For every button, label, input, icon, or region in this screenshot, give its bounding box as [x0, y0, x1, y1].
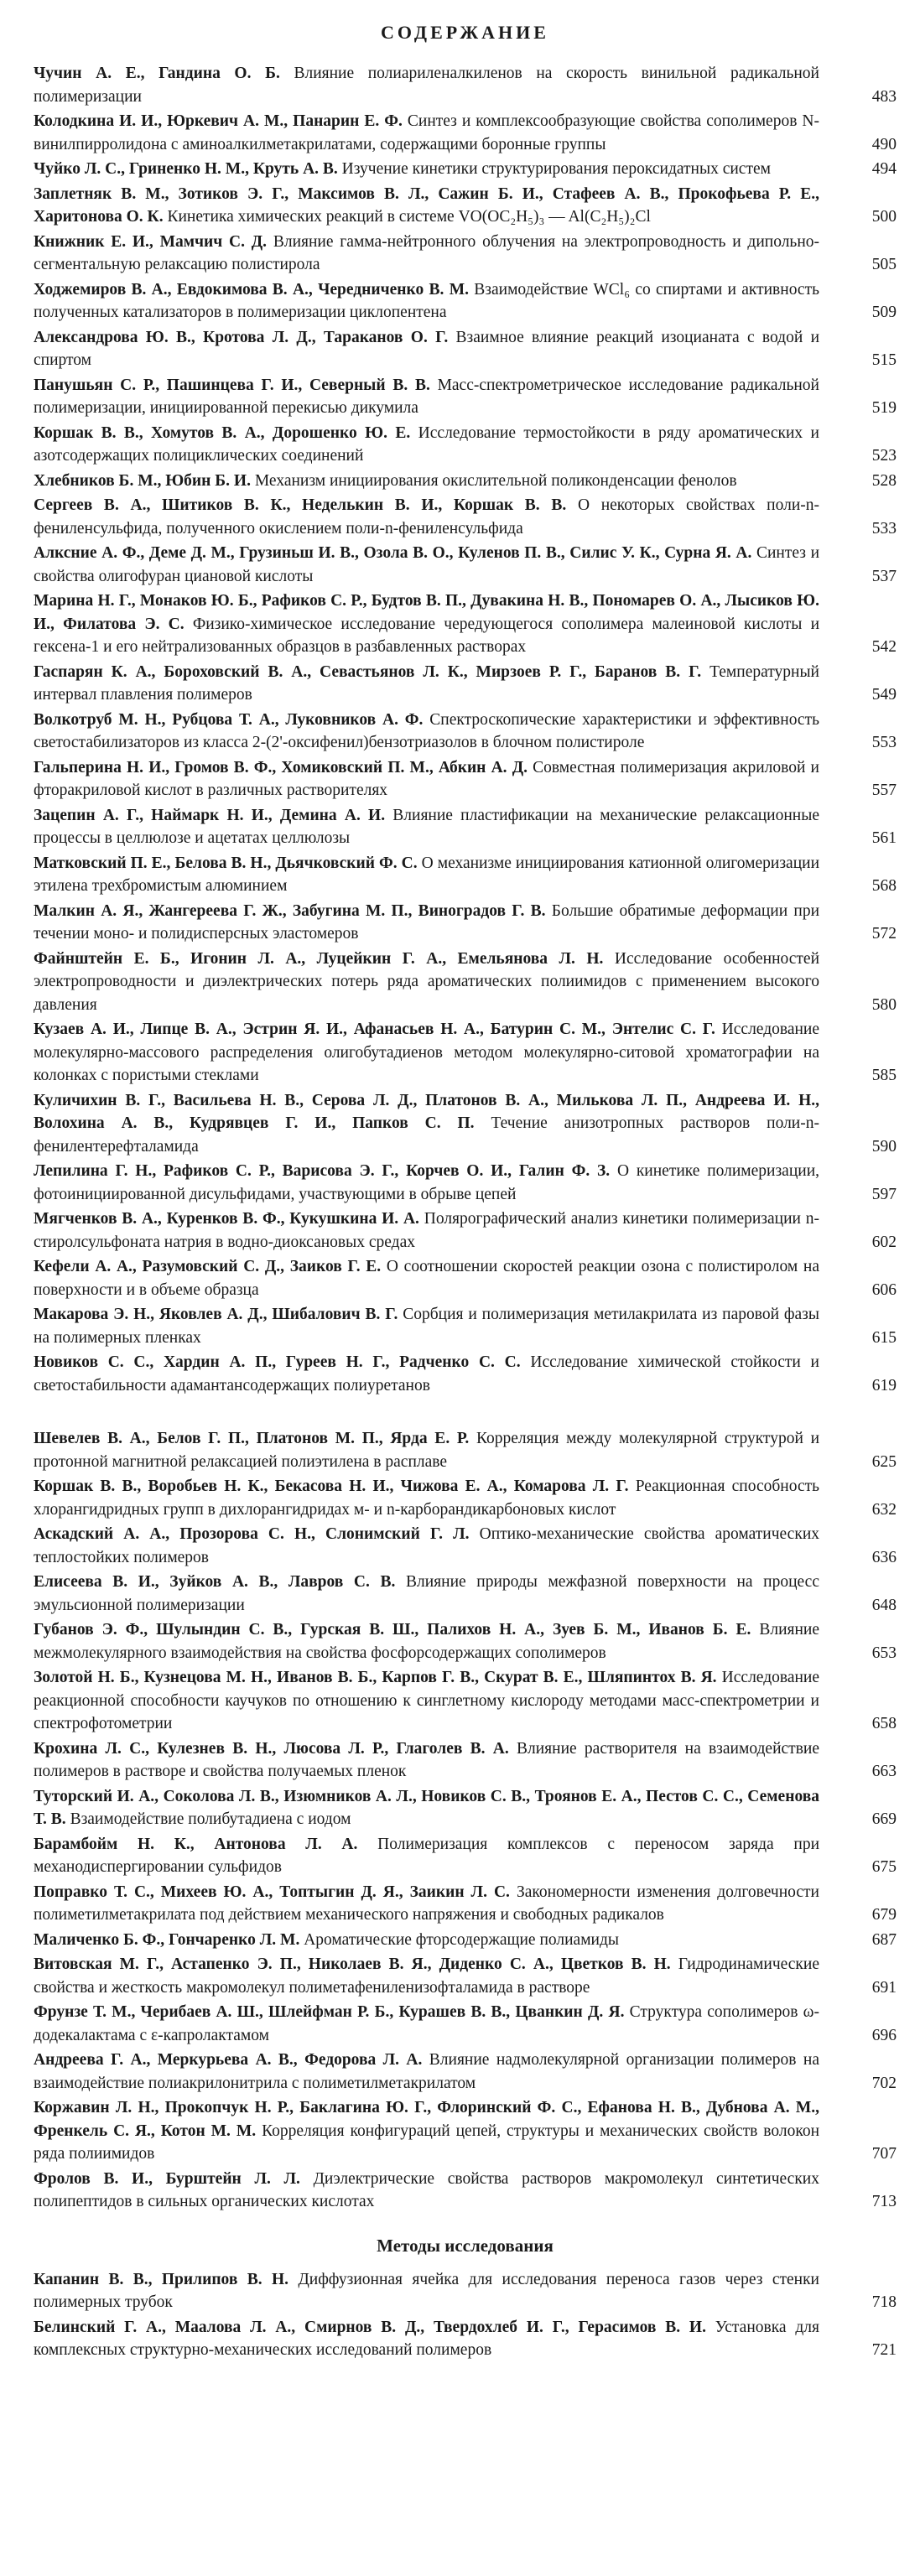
entry-title: Закономерности изменения долговечности полиметилметакрилата под действием механического напряжения и свободных радикалов — [34, 1883, 819, 1924]
entry-title: Реакционная способность хлорангидридных групп в дихлорангидридах м- и n-карборандикарбоновых кислот — [34, 1478, 820, 1519]
entry-page-number: 632 — [871, 1500, 897, 1519]
entry-page-number: 696 — [871, 2026, 897, 2044]
entry-page-number: 537 — [871, 567, 897, 585]
entry-authors: Фрунзе Т. М., Черибаев А. Ш., Шлейфман Р. Б., Курашев В. В., Цванкин Д. Я. — [34, 2003, 625, 2021]
entry-title: Влияние гамма-нейтронного облучения на электропроводность и дипольно-сегментальную релаксацию полистирола — [34, 232, 820, 273]
entry-title: Исследование термостойкости в ряду ароматических и азотсодержащих полициклических соединений — [34, 423, 819, 465]
entry-page-number: 658 — [871, 1715, 897, 1732]
entry-title: Исследование реакционной способности каучуков по отношению к синглетному кислороду методами масс-спектрометрии и спектрофотометрии — [34, 1669, 819, 1732]
entry-title: Влияние полиариленалкиленов на скорость винильной радикальной полимеризации — [34, 65, 819, 106]
entry-title: Оптико-механические свойства ароматических теплостойких полимеров — [34, 1525, 819, 1566]
entry-title: Исследование химической стойкости и светостабильности адамантансодержащих полиуретанов — [34, 1353, 819, 1394]
entry-authors: Марина Н. Г., Монаков Ю. Б., Рафиков С. Р., Будтов В. П., Дувакина Н. В., Пономарев О. А., Лысиков Ю. И., Филатова Э. С. — [34, 592, 819, 633]
contents-entry — [34, 1255, 897, 1301]
entry-page-number: 561 — [871, 829, 897, 847]
entry-authors: Витовская М. Г., Астапенко Э. П., Николаев В. Я., Диденко С. А., Цветков В. Н. — [34, 1955, 671, 1973]
contents-list-main — [34, 62, 897, 1397]
entry-page-number: 675 — [871, 1858, 897, 1876]
entry-page-number: 483 — [871, 87, 897, 106]
entry-authors: Ходжемиров В. А., Евдокимова В. А., Чередниченко В. М. — [34, 280, 469, 299]
entry-title: Влияние растворителя на взаимодействие полимеров в растворе и свойства получаемых пленок — [34, 1739, 819, 1780]
entry-authors: Золотой Н. Б., Кузнецова М. Н., Иванов В. Б., Карпов Г. В., Скурат В. Е., Шляпинтох В. Я. — [34, 1669, 717, 1686]
entry-title: Сорбция и полимеризация метилакрилата из паровой фазы на полимерных пленках — [34, 1306, 819, 1347]
entry-title: Установка для комплексных структурно-механических исследований полимеров — [34, 2318, 819, 2359]
contents-entry — [34, 1427, 897, 1473]
contents-entry — [34, 1881, 897, 1927]
entry-title: Температурный интервал плавления полимеров — [34, 662, 819, 704]
contents-entry — [34, 2168, 897, 2214]
contents-entry — [34, 1018, 897, 1088]
contents-entry — [34, 1929, 897, 1952]
entry-title: О кинетике полимеризации, фотоинициированной дисульфидами, участвующими в обрыве цепей — [34, 1162, 820, 1203]
contents-entry — [34, 661, 897, 707]
entry-authors: Гаспарян К. А., Бороховский В. А., Севастьянов Л. К., Мирзоев Р. Г., Баранов В. Г. — [34, 662, 702, 681]
entry-page-number: 509 — [871, 304, 897, 321]
entry-authors: Аскадский А. А., Прозорова С. Н., Слонимский Г. Л. — [34, 1525, 470, 1543]
entry-page-number: 653 — [871, 1644, 897, 1662]
entry-title: Полимеризация комплексов с переносом заряда при механодиспергировании сульфидов — [34, 1835, 820, 1876]
contents-entry — [34, 2268, 897, 2314]
contents-entry — [34, 62, 897, 108]
entry-authors: Книжник Е. И., Мамчич С. Д. — [34, 232, 268, 251]
entry-authors: Елисеева В. И., Зуйков А. В., Лавров С. В. — [34, 1573, 396, 1591]
contents-entry — [34, 709, 897, 755]
entry-title: Влияние пластификации на механические релаксационные процессы в целлюлозе и ацетатах целлюлозы — [34, 806, 819, 847]
entry-authors: Заплетняк В. М., Зотиков Э. Г., Максимов В. Л., Сажин Б. И., Стафеев А. В., Прокофьева Р. Е., Харитонова О. К. — [34, 184, 819, 226]
contents-entry — [34, 1571, 897, 1617]
contents-list-methods — [34, 2268, 897, 2362]
entry-page-number: 519 — [871, 399, 897, 417]
entry-authors: Матковский П. Е., Белова В. Н., Дьячковский Ф. С. — [34, 854, 418, 872]
entry-authors: Крохина Л. С., Кулезнев В. Н., Люсова Л. Р., Глаголев В. А. — [34, 1739, 509, 1758]
entry-title: Синтез и свойства олигофуран циановой кислоты — [34, 544, 820, 585]
entry-page-number: 602 — [871, 1233, 897, 1251]
entry-page-number: 721 — [871, 2341, 897, 2359]
contents-entry — [34, 374, 897, 420]
entry-title: Взаимодействие WCl₆ со спиртами и активность полученных катализаторов в полимеризации циклопентена — [34, 280, 820, 321]
entry-title: Исследование особенностей электропроводности и диэлектрических потерь ряда ароматических полиимидов с применением высокого давления — [34, 949, 820, 1014]
contents-entry — [34, 422, 897, 468]
entry-title: Течение анизотропных растворов поли-n-фенилентерефталамида — [34, 1114, 819, 1156]
entry-page-number: 585 — [871, 1067, 897, 1084]
contents-entry — [34, 1351, 897, 1397]
contents-entry — [34, 1833, 897, 1879]
entry-authors: Поправко Т. С., Михеев Ю. А., Топтыгин Д. Я., Заикин Л. С. — [34, 1883, 510, 1901]
entry-page-number: 500 — [871, 208, 897, 226]
contents-entry — [34, 1475, 897, 1521]
contents-entry — [34, 804, 897, 850]
contents-entry — [34, 542, 897, 588]
entry-page-number: 687 — [871, 1930, 897, 1949]
entry-title: Структура сополимеров ω-додекалактама с ε-капролактамом — [34, 2003, 820, 2044]
entry-authors: Волкотруб М. Н., Рубцова Т. А., Луковников А. Ф. — [34, 710, 424, 729]
contents-entry — [34, 589, 897, 659]
entry-authors: Барамбойм Н. К., Антонова Л. А. — [34, 1835, 358, 1853]
entry-title: Корреляция между молекулярной структурой и протонной магнитной релаксацией полиэтилена в расплаве — [34, 1430, 820, 1471]
entry-title: Физико-химическое исследование чередующегося сополимера малеиновой кислоты и гексена-1 и его нейтрализованных образцов в разбавленных растворах — [34, 615, 820, 656]
entry-page-number: 679 — [871, 1906, 897, 1924]
entry-title: Диэлектрические свойства растворов макромолекул синтетических полипептидов в сильных органических кислотах — [34, 2169, 819, 2210]
entry-title: Кинетика химических реакций в системе VO(OC₂H₅)₃ — Al(C₂H₅)₂Cl — [167, 208, 651, 226]
entry-page-number: 718 — [871, 2293, 897, 2311]
entry-authors: Панушьян С. Р., Пашинцева Г. И., Северный В. В. — [34, 376, 430, 394]
entry-authors: Коршак В. В., Хомутов В. А., Дорошенко Ю. Е. — [34, 423, 411, 442]
entry-authors: Алксние А. Ф., Деме Д. М., Грузиньш И. В., Озола В. О., Куленов П. В., Силис У. К., Сурна Я. А. — [34, 544, 752, 562]
entry-page-number: 568 — [871, 877, 897, 895]
entry-authors: Губанов Э. Ф., Шулындин С. В., Гурская В. Ш., Палихов Н. А., Зуев Б. М., Иванов Б. Е. — [34, 1621, 751, 1639]
contents-entry — [34, 470, 897, 493]
entry-authors: Чуйко Л. С., Гриненко Н. М., Круть А. В. — [34, 160, 338, 178]
entry-title: Спектроскопические характеристики и эффективность светостабилизаторов из класса 2-(2'-оксифенил)бензотриазолов в блочном полистироле — [34, 710, 819, 751]
entry-page-number: 515 — [871, 351, 897, 369]
entry-page-number: 533 — [871, 519, 897, 538]
entry-authors: Зацепин А. Г., Наймарк Н. И., Демина А. И. — [34, 806, 386, 824]
contents-entry — [34, 158, 897, 181]
entry-authors: Шевелев В. А., Белов Г. П., Платонов М. П., Ярда Е. Р. — [34, 1430, 470, 1447]
contents-entry — [34, 1089, 897, 1159]
entry-title: Взаимодействие полибутадиена с иодом — [70, 1810, 351, 1828]
contents-entry — [34, 2049, 897, 2095]
contents-entry — [34, 1523, 897, 1569]
entry-authors: Малкин А. Я., Жангереева Г. Ж., Забугина М. П., Виноградов Г. В. — [34, 901, 546, 920]
entry-page-number: 542 — [871, 638, 897, 656]
entry-page-number: 619 — [871, 1376, 897, 1394]
entry-title: Гидродинамические свойства и жесткость макромолекул полиметафениленизофталамида в растворе — [34, 1955, 819, 1997]
contents-entry — [34, 110, 897, 156]
contents-entry — [34, 2316, 897, 2362]
contents-entry — [34, 1303, 897, 1349]
contents-entry — [34, 900, 897, 946]
entry-page-number: 669 — [871, 1810, 897, 1828]
entry-authors: Александрова Ю. В., Кротова Л. Д., Тараканов О. Г. — [34, 328, 449, 346]
entry-authors: Колодкина И. И., Юркевич А. М., Панарин Е. Ф. — [34, 112, 403, 130]
entry-authors: Кефели А. А., Разумовский С. Д., Заиков Г. Е. — [34, 1258, 382, 1275]
contents-entry — [34, 1160, 897, 1206]
entry-title: Большие обратимые деформации при течении моно- и полидисперсных эластомеров — [34, 901, 820, 943]
entry-page-number: 713 — [871, 2193, 897, 2210]
entry-page-number: 707 — [871, 2145, 897, 2163]
entry-title: О механизме инициирования катионной олигомеризации этилена трехбромистым алюминием — [34, 854, 820, 895]
contents-entry — [34, 948, 897, 1017]
entry-authors: Коржавин Л. Н., Прокопчук Н. Р., Баклагина Ю. Г., Флоринский Ф. С., Ефанова Н. В., Дубнова А. М., Френкель С. Я., Котон М. М. — [34, 2099, 819, 2140]
entry-authors: Кузаев А. И., Липце В. А., Эстрин Я. И., Афанасьев Н. А., Батурин С. М., Энтелис С. Г. — [34, 1021, 715, 1038]
entry-authors: Маличенко Б. Ф., Гончаренко Л. М. — [34, 1930, 300, 1949]
entry-authors: Туторский И. А., Соколова Л. В., Изюмников А. Л., Новиков С. В., Троянов Е. А., Пестов С. С., Семенова Т. В. — [34, 1787, 819, 1828]
entry-title: О некоторых свойствах поли-n-фениленсульфида, полученного окислением поли-n-фениленсульфида — [34, 496, 820, 538]
entry-authors: Хлебников Б. М., Юбин Б. И. — [34, 471, 251, 490]
entry-page-number: 590 — [871, 1137, 897, 1156]
entry-authors: Гальперина Н. И., Громов В. Ф., Хомиковский П. М., Абкин А. Д. — [34, 758, 528, 776]
entry-authors: Куличихин В. Г., Васильева Н. В., Серова Л. Д., Платонов В. А., Милькова Л. П., Андреева И. Н., Волохина А. В., Кудрявцев Г. И., Папков С. П. — [34, 1091, 819, 1132]
entry-page-number: 553 — [871, 734, 897, 751]
section-title-methods: Методы исследования — [377, 2235, 554, 2256]
entry-page-number: 580 — [871, 995, 897, 1014]
entry-page-number: 572 — [871, 925, 897, 943]
entry-title: О соотношении скоростей реакции озона с полистиролом на поверхности и в объеме образца — [34, 1258, 819, 1299]
entry-page-number: 523 — [871, 447, 897, 465]
entry-page-number: 648 — [871, 1596, 897, 1614]
entry-page-number: 490 — [871, 135, 897, 153]
entry-authors: Фролов В. И., Бурштейн Л. Л. — [34, 2169, 300, 2188]
entry-page-number: 636 — [871, 1548, 897, 1566]
entry-title: Масс-спектрометрическое исследование радикальной полимеризации, инициированной перекисью дикумила — [34, 376, 819, 417]
entry-title: Влияние межмолекулярного взаимодействия на свойства фосфорсодержащих сополимеров — [34, 1621, 820, 1662]
entry-title: Влияние природы межфазной поверхности на процесс эмульсионной полимеризации — [34, 1573, 819, 1614]
entry-authors: Андреева Г. А., Меркурьева А. В., Федорова Л. А. — [34, 2051, 423, 2069]
contents-entry — [34, 278, 897, 325]
contents-list-secondary — [34, 1427, 897, 2214]
entry-title: Корреляция конфигураций цепей, структуры и механических свойств волокон ряда полиимидов — [34, 2122, 819, 2163]
entry-page-number: 663 — [871, 1763, 897, 1780]
entry-page-number: 528 — [871, 471, 897, 490]
entry-title: Диффузионная ячейка для исследования переноса газов через стенки полимерных трубок — [34, 2270, 819, 2311]
entry-title: Механизм инициирования окислительной поликонденсации фенолов — [254, 471, 737, 490]
section-spacer — [34, 1399, 897, 1427]
entry-title: Исследование молекулярно-массового распределения олигобутадиенов методом молекулярно-ситовой хроматографии на колонках с пористыми стеклами — [34, 1021, 819, 1084]
entry-title: Совместная полимеризация акриловой и фторакриловой кислот в различных растворителях — [34, 758, 819, 799]
contents-entry — [34, 1666, 897, 1736]
entry-authors: Лепилина Г. Н., Рафиков С. Р., Варисова Э. Г., Корчев О. И., Галин Ф. З. — [34, 1162, 611, 1180]
entry-page-number: 505 — [871, 256, 897, 273]
contents-entry — [34, 326, 897, 372]
entry-title: Взаимное влияние реакций изоцианата с водой и спиртом — [34, 328, 820, 369]
entry-authors: Коршак В. В., Воробьев Н. К., Бекасова Н. И., Чижова Е. А., Комарова Л. Г. — [34, 1478, 629, 1495]
entry-title: Полярографический анализ кинетики полимеризации n-стиролсульфоната натрия в водно-диоксановых средах — [34, 1210, 819, 1251]
page-title: СОДЕРЖАНИЕ — [381, 22, 549, 43]
entry-title: Изучение кинетики структурирования пероксидатных систем — [341, 160, 771, 178]
contents-entry — [34, 2096, 897, 2166]
contents-entry — [34, 494, 897, 540]
entry-page-number: 606 — [871, 1280, 897, 1299]
entry-page-number: 557 — [871, 782, 897, 799]
entry-authors: Чучин А. Е., Гандина О. Б. — [34, 65, 280, 82]
entry-page-number: 615 — [871, 1328, 897, 1347]
contents-entry — [34, 231, 897, 277]
contents-entry — [34, 2001, 897, 2047]
entry-title: Синтез и комплексообразующие свойства сополимеров N-винилпирролидона с аминоалкилметакрилатами, содержащими боронные группы — [34, 112, 819, 153]
entry-authors: Макарова Э. Н., Яковлев А. Д., Шибалович В. Г. — [34, 1306, 398, 1323]
contents-entry — [34, 852, 897, 898]
entry-page-number: 625 — [871, 1452, 897, 1471]
entry-page-number: 597 — [871, 1185, 897, 1203]
contents-entry — [34, 756, 897, 802]
entry-authors: Новиков С. С., Хардин А. П., Гуреев Н. Г., Радченко С. С. — [34, 1353, 521, 1371]
contents-entry — [34, 1785, 897, 1831]
entry-authors: Сергеев В. А., Шитиков В. К., Неделькин В. И., Коршак В. В. — [34, 496, 567, 514]
entry-authors: Мягченков В. А., Куренков В. Ф., Кукушкина И. А. — [34, 1210, 419, 1228]
entry-authors: Файнштейн Е. Б., Игонин Л. А., Луцейкин Г. А., Емельянова Л. Н. — [34, 949, 604, 968]
entry-page-number: 702 — [871, 2074, 897, 2092]
contents-entry — [34, 1953, 897, 1999]
entry-title: Ароматические фторсодержащие полиамиды — [304, 1930, 620, 1949]
contents-entry — [34, 1618, 897, 1665]
entry-page-number: 494 — [871, 160, 897, 178]
entry-title: Влияние надмолекулярной организации полимеров на взаимодействие полиакрилонитрила с полиметилметакрилатом — [34, 2051, 820, 2092]
entry-authors: Белинский Г. А., Маалова Л. А., Смирнов В. Д., Твердохлеб И. Г., Герасимов В. И. — [34, 2318, 706, 2336]
entry-authors: Капанин В. В., Прилипов В. Н. — [34, 2270, 289, 2288]
contents-entry — [34, 1737, 897, 1784]
entry-page-number: 691 — [871, 1978, 897, 1997]
contents-entry — [34, 183, 897, 229]
contents-entry — [34, 1208, 897, 1254]
entry-page-number: 549 — [871, 686, 897, 704]
